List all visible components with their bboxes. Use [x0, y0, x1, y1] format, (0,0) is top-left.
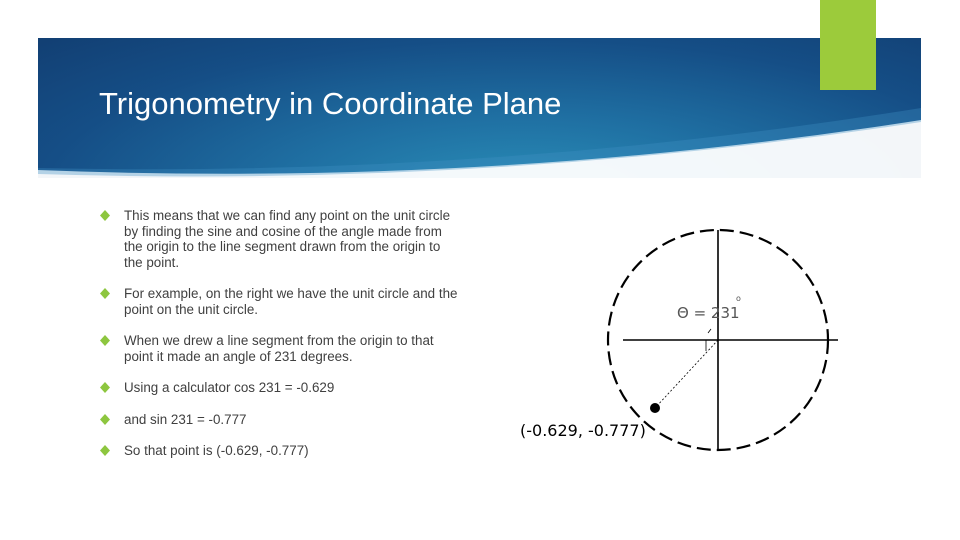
bullet-text: This means that we can find any point on the unit circle by finding the sine and cosine of the angle made from the origin to the line segment drawn from the origin to the point.	[124, 208, 451, 270]
bullet-item	[100, 380, 460, 396]
diamond-bullet-icon	[100, 288, 110, 299]
bullet-text: For example, on the right we have the unit circle and the point on the unit circle.	[124, 286, 458, 317]
accent-bar	[820, 0, 876, 90]
diamond-bullet-icon	[100, 382, 110, 393]
radius-segment	[655, 340, 718, 408]
bullet-list	[100, 208, 460, 475]
slide-title: Trigonometry in Coordinate Plane	[99, 86, 562, 121]
point-dot	[650, 403, 660, 413]
bullet-text: and sin 231 = -0.777	[124, 411, 247, 427]
bullet-text: When we drew a line segment from the origin to that point it made an angle of 231 degrees.	[124, 333, 434, 364]
bullet-item	[100, 443, 460, 459]
bullet-text: Using a calculator cos 231 = -0.629	[124, 380, 335, 395]
diamond-bullet-icon	[100, 445, 110, 456]
diamond-bullet-icon	[100, 414, 110, 425]
unit-circle-diagram	[515, 225, 845, 455]
angle-label: Θ = 231	[677, 304, 740, 322]
bullet-item	[100, 333, 460, 364]
bullet-item	[100, 286, 460, 317]
degree-mark: o	[736, 294, 741, 303]
bullet-text: So that point is (-0.629, -0.777)	[124, 443, 309, 458]
diamond-bullet-icon	[100, 210, 110, 221]
bullet-item	[100, 412, 460, 428]
point-label: (-0.629, -0.777)	[520, 421, 646, 440]
diamond-bullet-icon	[100, 335, 110, 346]
bullet-item	[100, 208, 460, 270]
